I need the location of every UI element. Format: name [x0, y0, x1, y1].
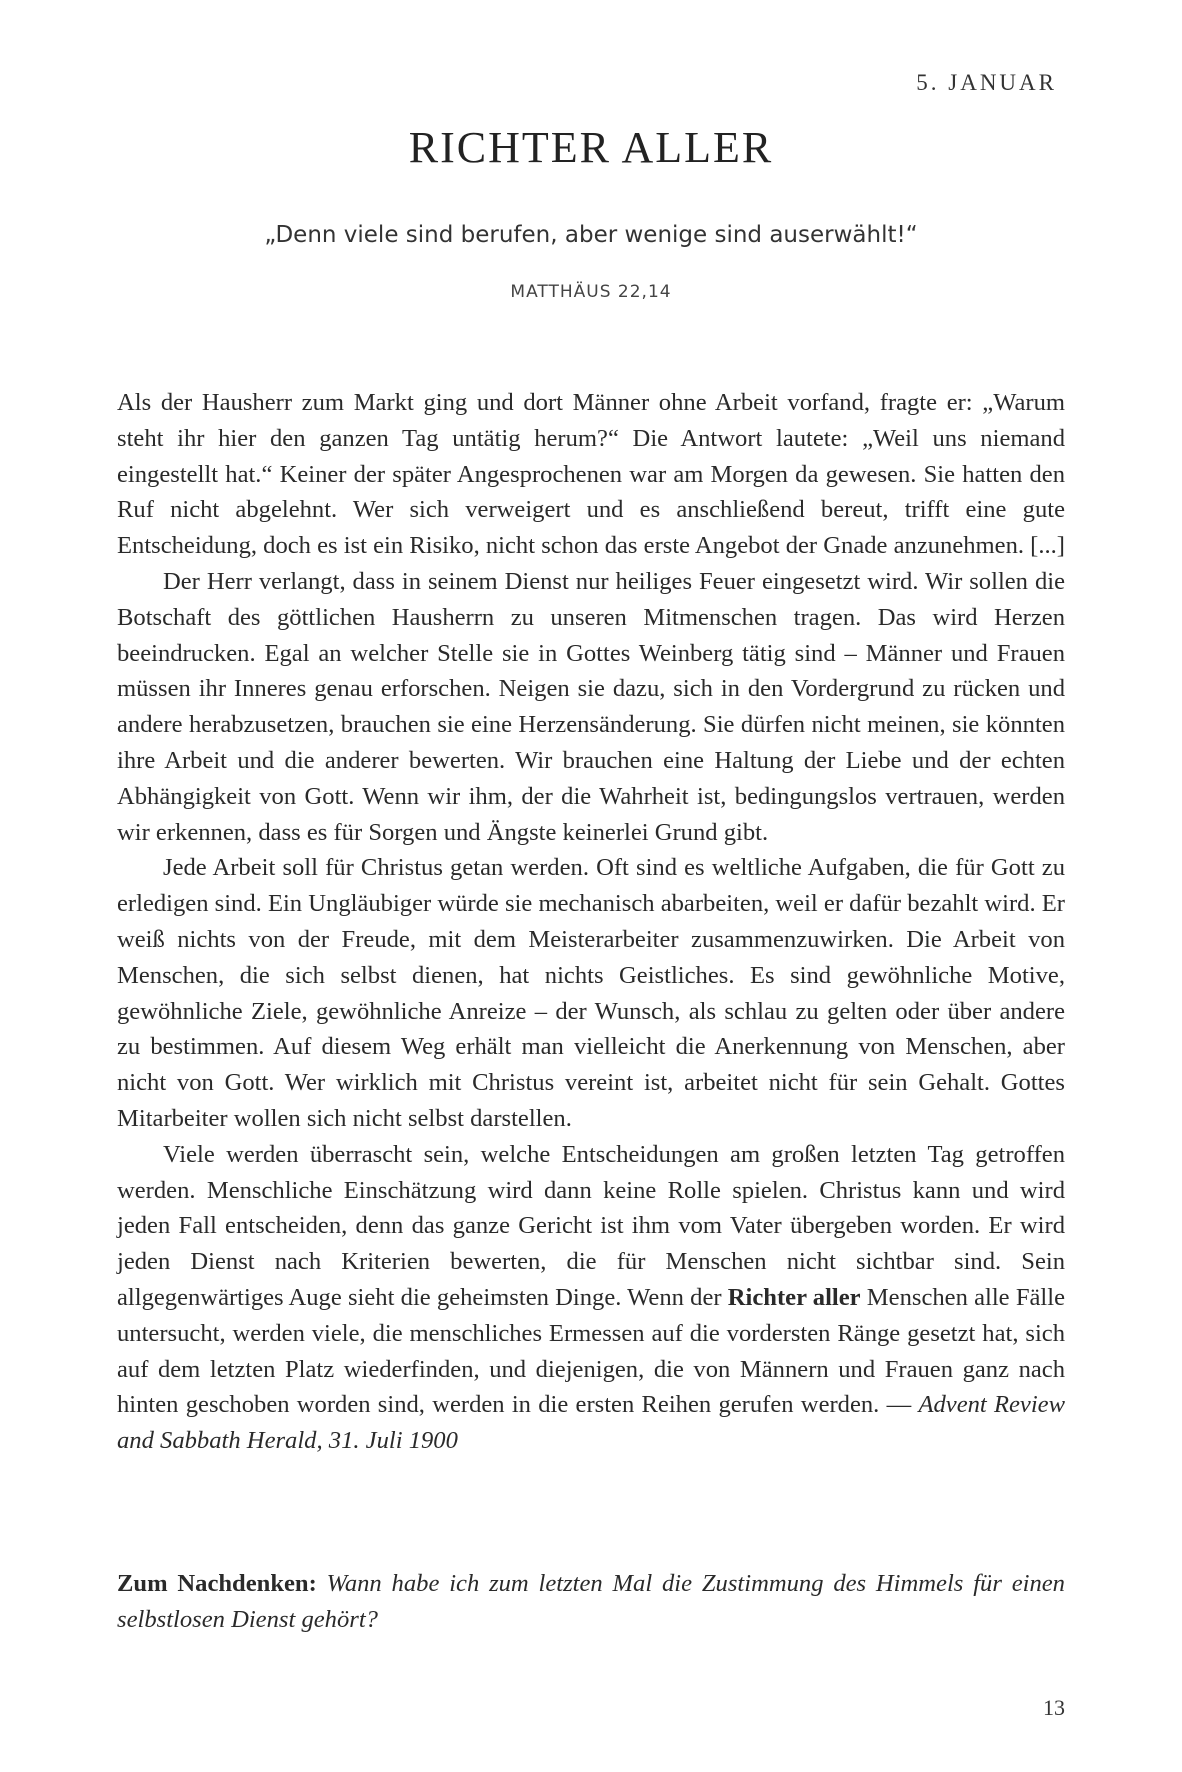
body-text — [117, 385, 1065, 1459]
paragraph-1: Als der Hausherr zum Markt ging und dort Männer ohne Arbeit vorfand, fragte er: „Warum steht ihr hier den ganzen Tag untätig herum?“ Die Antwort lautete: „Weil uns niemand eingestellt hat.“ Keiner der später Angesprochenen war am Morgen da gewesen. Sie hatten den Ruf nicht abgelehnt. Wer sich verweigert und es anschließend bereut, trifft eine gute Entscheidung, doch es ist ein Risiko, nicht schon das erste Angebot der Gnade anzunehmen. [...] — [117, 389, 1065, 560]
reflection-label: Zum Nachdenken: — [117, 1570, 317, 1597]
date-header: 5. JANUAR — [916, 70, 1057, 95]
paragraph-3: Jede Arbeit soll für Christus getan werden. Oft sind es weltliche Aufgaben, die für Gott zu erledigen sind. Ein Ungläubiger würde sie mechanisch abarbeiten, weil er dafür bezahlt wird. Er weiß nichts von der Freude, mit dem Meisterarbeiter zusammenzuwirken. Die Arbeit von Menschen, die sich selbst dienen, hat nichts Geistliches. Es sind gewöhnliche Motive, gewöhnliche Ziele, gewöhnliche Anreize – der Wunsch, als schlau zu gelten oder über andere zu bestimmen. Auf diesem Weg erhält man vielleicht die Anerkennung von Menschen, aber nicht von Gott. Wer wirklich mit Christus vereint ist, arbeitet nicht für sein Gehalt. Gottes Mitarbeiter wollen sich nicht selbst darstellen. — [117, 854, 1065, 1132]
paragraph-4 — [117, 1137, 1065, 1459]
bible-reference: MATTHÄUS 22,14 — [510, 282, 672, 302]
paragraph-4-text-after: Menschen alle Fälle untersucht, werden viele, die menschliches Ermessen auf die vordersten Ränge gesetzt hat, sich auf dem letzten Platz wiederfinden, und diejenigen, die von Männern und Frauen ganz nach hinten geschoben worden sind, werden in die ersten Reihen gerufen werden. — — [117, 1283, 1065, 1419]
paragraph-4-text-before: Viele werden überrascht sein, welche Entscheidungen am großen letzten Tag getroffen werden. Menschliche Einschätzung wird dann keine Rolle spielen. Christus kann und wird jeden Fall entscheiden, denn das ganze Gericht ist ihm vom Vater übergeben worden. Er wird jeden Dienst nach Kriterien bewerten, die für Menschen nicht sichtbar sind. Sein allgegenwärtiges Auge sieht die geheimsten Dinge. Wenn der — [117, 1140, 1065, 1311]
highlighted-phrase: Richter aller — [727, 1283, 861, 1311]
reflection-question: Wann habe ich zum letzten Mal die Zustimmung des Himmels für einen selbstlosen Dienst gehört? — [117, 1570, 1065, 1633]
reflection — [117, 1566, 1065, 1638]
motto-quote: „Denn viele sind berufen, aber wenige sind auserwählt!“ — [264, 222, 918, 248]
page-title: RICHTER ALLER — [408, 123, 774, 172]
page-number: 13 — [1043, 1695, 1065, 1720]
paragraph-2: Der Herr verlangt, dass in seinem Dienst nur heiliges Feuer eingesetzt wird. Wir sollen die Botschaft des göttlichen Hausherrn zu unseren Mitmenschen tragen. Das wird Herzen beeindrucken. Egal an welcher Stelle sie in Gottes Weinberg tätig sind – Männer und Frauen müssen ihr Inneres genau erforschen. Neigen sie dazu, sich in den Vordergrund zu rücken und andere herabzusetzen, brauchen sie eine Herzensänderung. Sie dürfen nicht meinen, sie könnten ihre Arbeit und die anderer bewerten. Wir brauchen eine Haltung der Liebe und der echten Abhängigkeit von Gott. Wenn wir ihm, der die Wahrheit ist, bedingungslos vertrauen, werden wir erkennen, dass es für Sorgen und Ängste keinerlei Grund gibt. — [117, 567, 1065, 846]
source-citation: Advent Review and Sabbath Herald, 31. Juli 1900 — [117, 1391, 1066, 1455]
